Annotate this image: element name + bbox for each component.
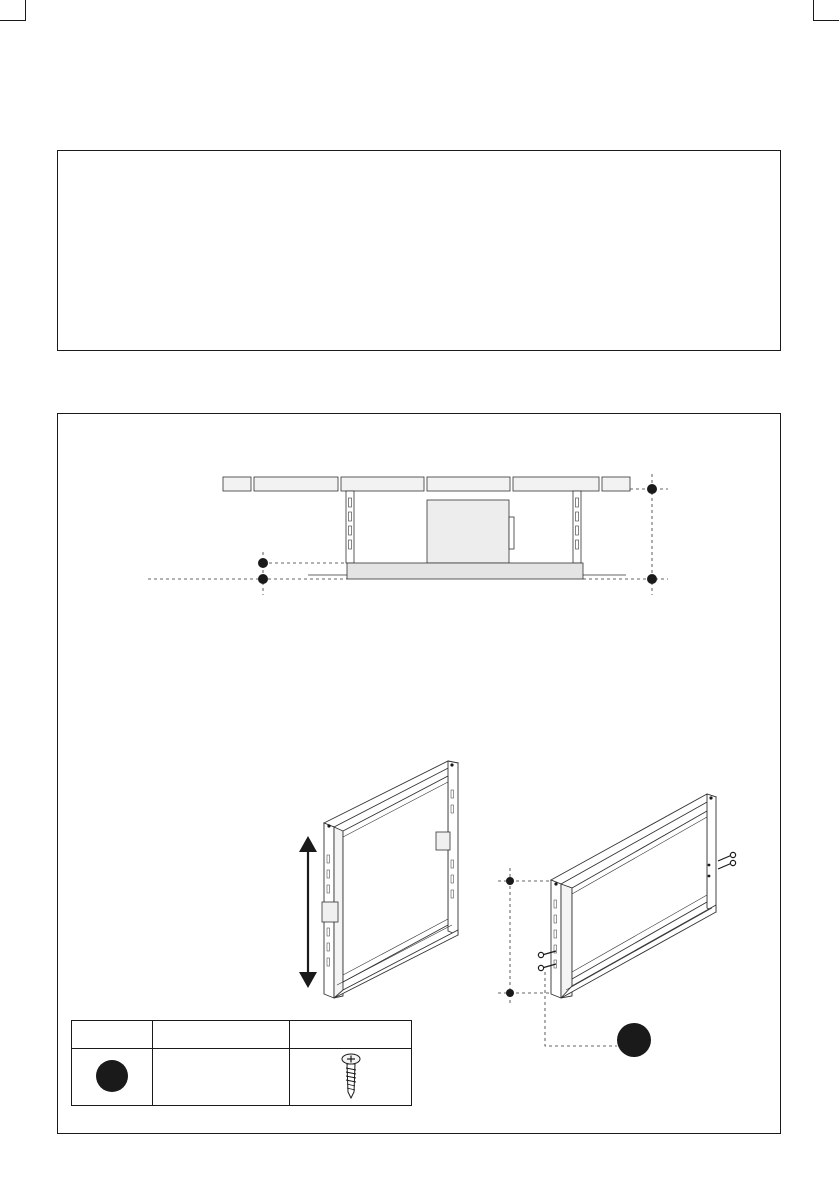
parts-cell-badge: [72, 1049, 153, 1106]
parts-table: [71, 1020, 412, 1106]
parts-cell-image: [290, 1049, 412, 1106]
parts-table-header: [72, 1021, 412, 1049]
screw-icon: [336, 1052, 366, 1100]
parts-header-image: [290, 1021, 412, 1049]
parts-header-no: [72, 1021, 153, 1049]
crop-mark-top-left-v: [25, 0, 26, 21]
parts-cell-name: [153, 1049, 290, 1106]
parts-table-row: [72, 1049, 412, 1106]
top-text-box: [57, 150, 781, 351]
crop-mark-top-right-h: [813, 20, 839, 21]
parts-header-name: [153, 1021, 290, 1049]
crop-mark-top-right-v: [813, 0, 814, 21]
part-badge: [95, 1059, 129, 1093]
crop-mark-top-left-h: [0, 20, 26, 21]
